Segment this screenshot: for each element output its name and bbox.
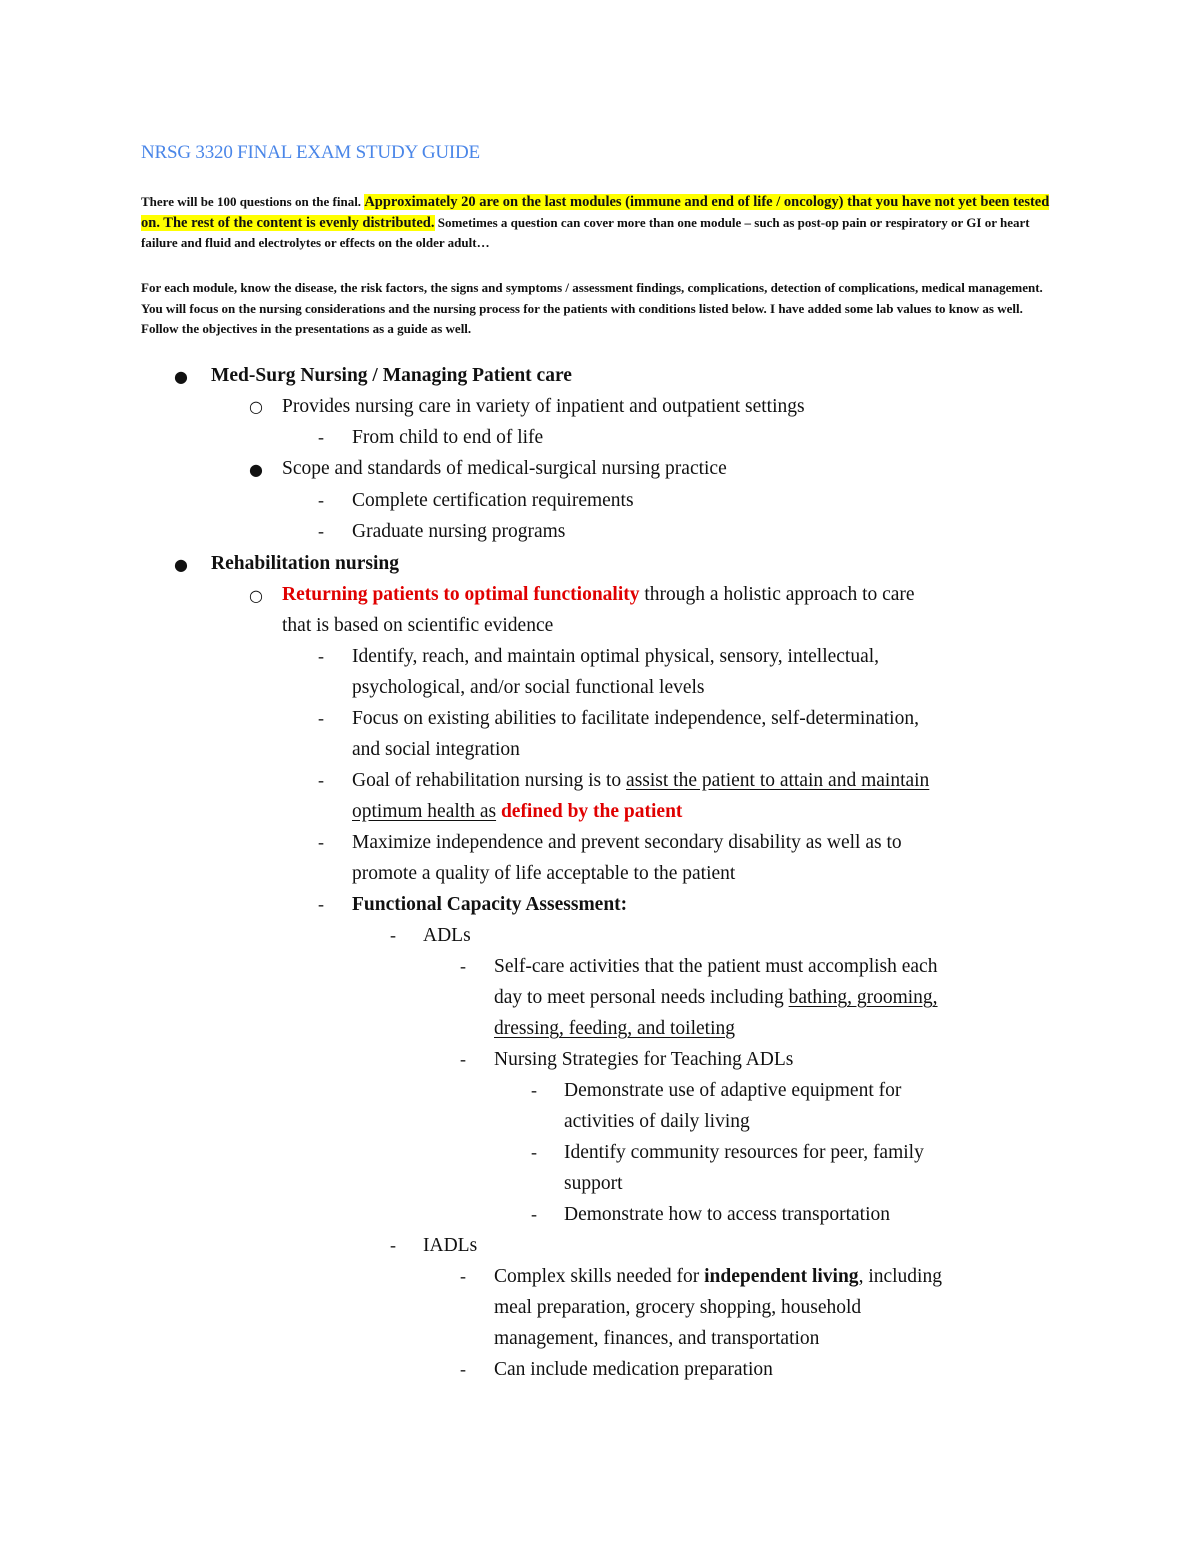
item-adaptive-equipment: Demonstrate use of adaptive equipment for — [564, 1080, 902, 1101]
item-community-cont: support — [564, 1173, 623, 1194]
emphasis-red: defined by the patient — [496, 801, 683, 822]
item-self-care: Self-care activities that the patient must accomplish each — [494, 956, 938, 977]
item-graduate: Graduate nursing programs — [352, 521, 566, 542]
item-maximize-cont: promote a quality of life acceptable to the patient — [352, 863, 736, 884]
bullet-filled: ● — [249, 460, 263, 479]
item-transportation: Demonstrate how to access transportation — [564, 1204, 890, 1225]
bullet-dash: - — [460, 1266, 466, 1286]
heading-med-surg: Med-Surg Nursing / Managing Patient care — [211, 365, 572, 386]
bullet-dash: - — [390, 1235, 396, 1255]
item-text: through a holistic approach to care — [639, 584, 915, 605]
bullet-dash: - — [318, 708, 324, 728]
item-self-care-cont — [494, 982, 938, 1013]
bullet-dash: - — [460, 1359, 466, 1379]
item-functional-capacity: Functional Capacity Assessment: — [352, 894, 628, 915]
item-self-care-cont-2: dressing, feeding, and toileting — [494, 1018, 735, 1039]
bullet-open: ○ — [249, 397, 263, 416]
bullet-dash: - — [390, 925, 396, 945]
bullet-dash: - — [318, 770, 324, 790]
item-focus-cont: and social integration — [352, 739, 520, 760]
item-goal — [352, 765, 929, 796]
bullet-filled: ● — [174, 555, 188, 574]
item-returning-cont: that is based on scientific evidence — [282, 615, 554, 636]
item-strategies: Nursing Strategies for Teaching ADLs — [494, 1049, 794, 1070]
item-identify-cont: psychological, and/or social functional levels — [352, 677, 705, 698]
bullet-dash: - — [318, 427, 324, 447]
heading-rehab: Rehabilitation nursing — [211, 553, 400, 574]
item-adaptive-equipment-cont: activities of daily living — [564, 1111, 750, 1132]
item-certification: Complete certification requirements — [352, 490, 634, 511]
item-complex-skills-cont: meal preparation, grocery shopping, household — [494, 1297, 862, 1318]
bullet-dash: - — [318, 832, 324, 852]
bullet-open: ○ — [249, 586, 263, 605]
intro-text: There will be 100 questions on the final. — [141, 194, 365, 209]
item-child-to-end: From child to end of life — [352, 427, 544, 448]
item-focus: Focus on existing abilities to facilitate independence, self-determination, — [352, 708, 919, 729]
item-maximize: Maximize independence and prevent secondary disability as well as to — [352, 832, 902, 853]
bullet-dash: - — [318, 521, 324, 541]
item-provides-care: Provides nursing care in variety of inpatient and outpatient settings — [282, 396, 805, 417]
item-complex-skills-cont-2: management, finances, and transportation — [494, 1328, 820, 1349]
intro-text: Sometimes a question can cover more than one module – such as post-op pain or respiratory or GI or heart failure and fluid and electrolytes or effects on the older adult… — [141, 214, 1030, 250]
item-goal-cont — [352, 796, 682, 827]
bullet-dash: - — [460, 956, 466, 976]
intro-paragraph-questions — [141, 192, 1051, 254]
item-adls: ADLs — [423, 925, 471, 946]
page-title: NRSG 3320 FINAL EXAM STUDY GUIDE — [141, 142, 480, 163]
item-medication: Can include medication preparation — [494, 1359, 773, 1380]
item-iadls: IADLs — [423, 1235, 478, 1256]
highlighted-text: Approximately 20 are on the last modules (immune and end of life / oncology) that you have not yet been tested on. The rest of the content is evenly distributed. — [141, 194, 1050, 231]
underlined-text: bathing, grooming, — [788, 987, 938, 1008]
bullet-dash: - — [460, 1049, 466, 1069]
intro-paragraph-modules: For each module, know the disease, the risk factors, the signs and symptoms / assessment findings, complications, detection of complications, medical management. You will focus on the nursing considerations and the nursing process for the patients with conditions listed below. I have added some lab values to know as well. Follow the objectives in the presentations as a guide as well. — [141, 280, 1043, 336]
underlined-text: assist the patient to attain and maintain — [626, 770, 930, 791]
bullet-filled: ● — [174, 367, 188, 386]
item-text: Complex skills needed for — [494, 1266, 705, 1287]
underlined-text: optimum health as — [352, 801, 497, 822]
emphasis-bold: independent living — [704, 1266, 859, 1287]
item-community: Identify community resources for peer, family — [564, 1142, 924, 1163]
item-text: day to meet personal needs including — [494, 987, 789, 1008]
item-text: , including — [858, 1266, 942, 1287]
bullet-dash: - — [318, 894, 324, 914]
item-scope: Scope and standards of medical-surgical nursing practice — [282, 458, 727, 479]
item-identify: Identify, reach, and maintain optimal physical, sensory, intellectual, — [352, 646, 880, 667]
bullet-dash: - — [531, 1080, 537, 1100]
item-text: Goal of rehabilitation nursing is to — [352, 770, 627, 791]
bullet-dash: - — [531, 1142, 537, 1162]
item-returning — [282, 579, 915, 610]
bullet-dash: - — [318, 646, 324, 666]
bullet-dash: - — [318, 490, 324, 510]
bullet-dash: - — [531, 1204, 537, 1224]
emphasis-red: Returning patients to optimal functionality — [282, 584, 640, 605]
item-complex-skills — [494, 1261, 942, 1292]
